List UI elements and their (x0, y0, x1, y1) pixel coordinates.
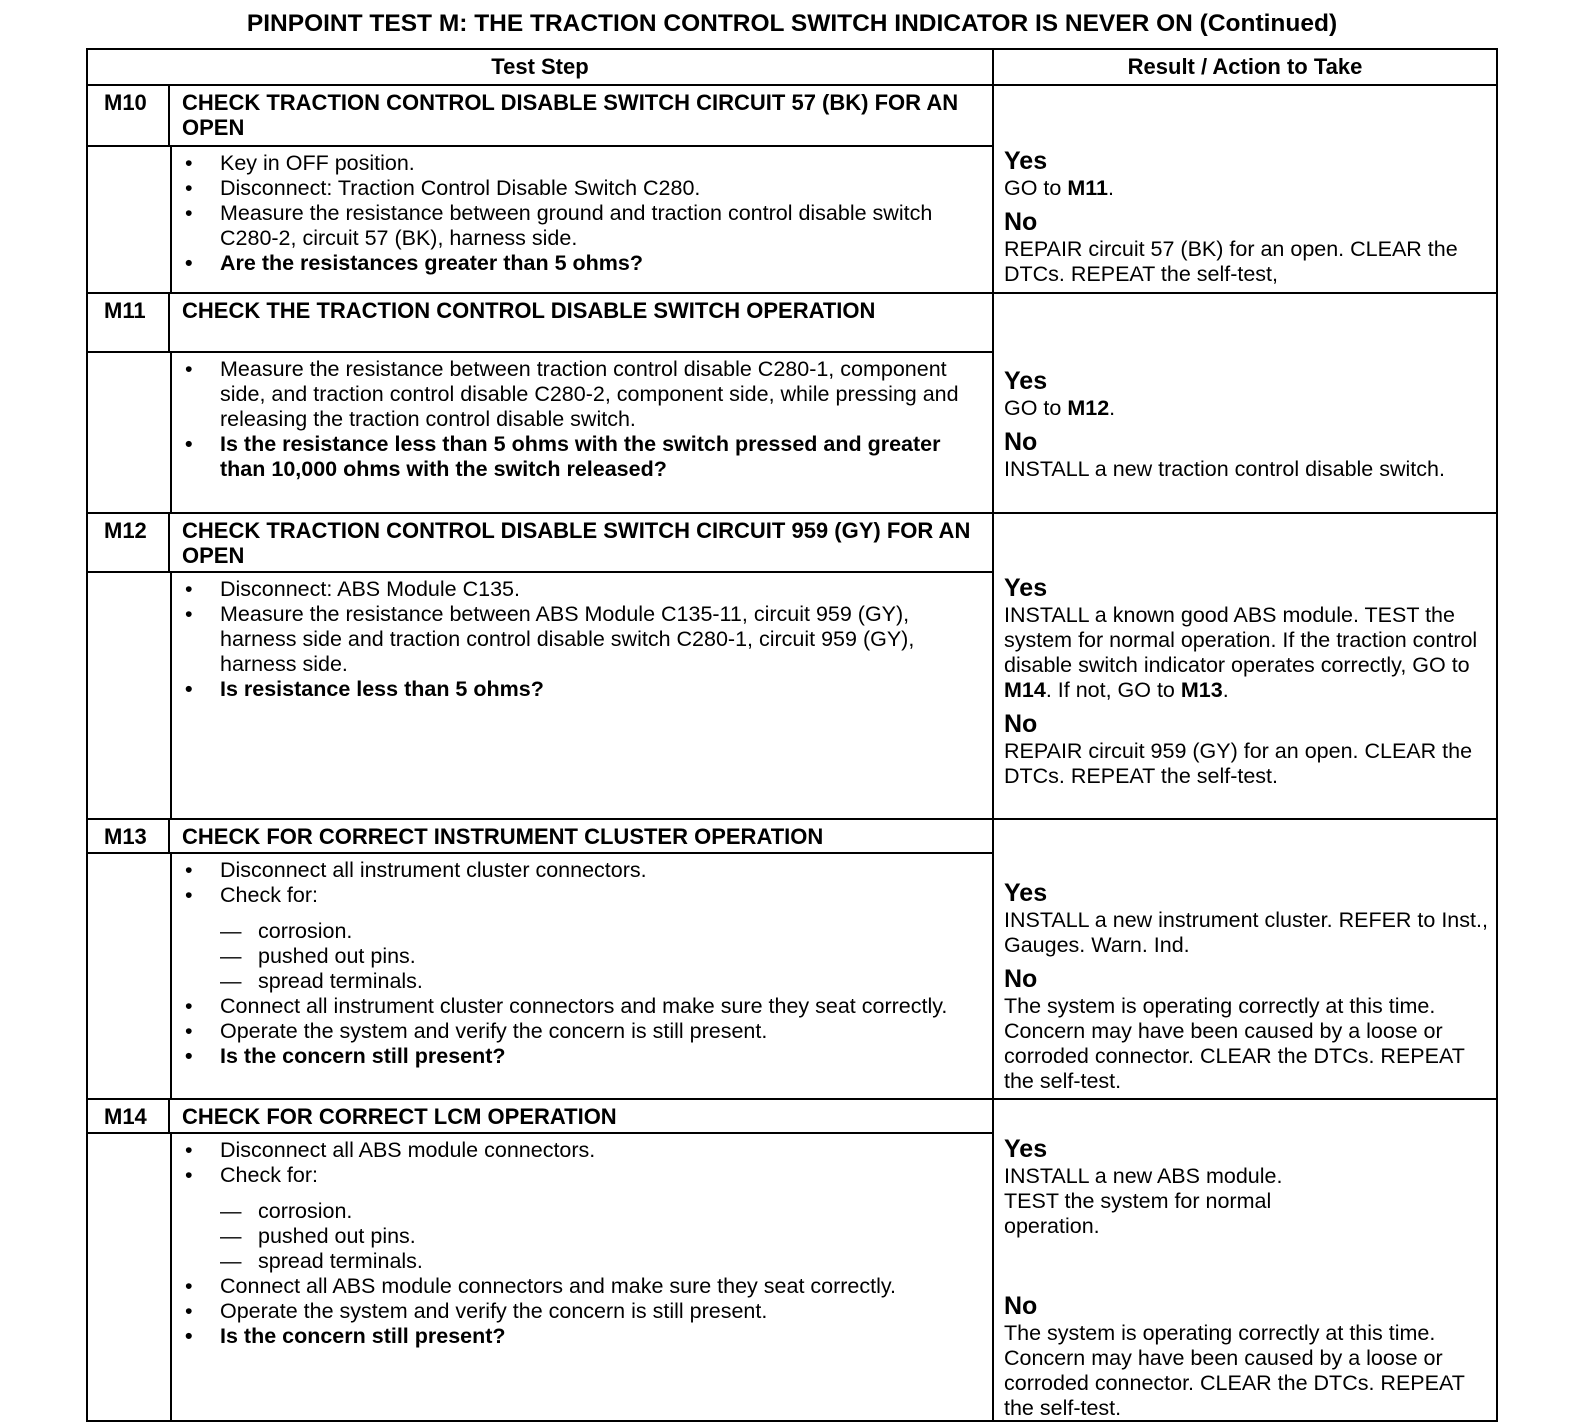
check-item: — corrosion. (182, 1199, 982, 1224)
step-id: M13 (88, 820, 170, 852)
step-question: • Is the concern still present? (182, 1324, 982, 1349)
yes-action: GO to M11. (1004, 176, 1114, 200)
check-item: — spread terminals. (182, 1249, 982, 1274)
yes-action: GO to M12. (1004, 396, 1116, 420)
step-question: • Is the concern still present? (182, 1044, 982, 1069)
yes-label: Yes (1004, 147, 1048, 175)
step-title: CHECK THE TRACTION CONTROL DISABLE SWITCH OPERATION (182, 298, 876, 323)
check-item: — corrosion. (182, 919, 982, 944)
step-result (994, 820, 1496, 1098)
check-item: — pushed out pins. (182, 944, 982, 969)
step-instructions (170, 353, 992, 512)
instruction-item: • Check for: (182, 883, 982, 908)
step-instructions (170, 1134, 992, 1420)
step-result (994, 86, 1496, 292)
step-link[interactable]: M12 (1067, 396, 1110, 420)
yes-label: Yes (1004, 1135, 1048, 1163)
step-title: CHECK TRACTION CONTROL DISABLE SWITCH CIRCUIT 57 (BK) FOR AN OPEN (182, 90, 959, 140)
step-row-m11 (88, 294, 1496, 512)
step-title: CHECK TRACTION CONTROL DISABLE SWITCH CIRCUIT 959 (GY) FOR AN OPEN (182, 518, 971, 568)
step-row-m12 (88, 514, 1496, 818)
step-result (994, 514, 1496, 818)
no-action: The system is operating correctly at this time. Concern may have been caused by a loose or corroded connector. CLEAR the DTCs. REPEAT the self-test. (1004, 994, 1465, 1093)
step-instructions (170, 573, 992, 818)
instruction-item: • Measure the resistance between ground and traction control disable switch C280-2, circuit 57 (BK), harness side. (182, 201, 982, 251)
instruction-item: • Measure the resistance between ABS Module C135-11, circuit 959 (GY), harness side and traction control disable switch C280-1, circuit 959 (GY), harness side. (182, 602, 982, 677)
step-result (994, 1100, 1496, 1420)
instruction-item: • Check for: (182, 1163, 982, 1188)
step-row-m14 (88, 1100, 1496, 1420)
instruction-item: • Connect all instrument cluster connectors and make sure they seat correctly. (182, 994, 982, 1019)
step-instructions (170, 147, 992, 292)
no-label: No (1004, 428, 1038, 456)
instruction-item: • Disconnect: Traction Control Disable Switch C280. (182, 176, 982, 201)
step-link[interactable]: M11 (1067, 176, 1108, 200)
step-link[interactable]: M14 (1004, 678, 1046, 702)
step-row-m10 (88, 86, 1496, 292)
yes-action: INSTALL a new instrument cluster. REFER to Inst., Gauges. Warn. Ind. (1004, 908, 1488, 957)
instruction-item: • Operate the system and verify the concern is still present. (182, 1019, 982, 1044)
instruction-item: • Operate the system and verify the concern is still present. (182, 1299, 982, 1324)
no-action: The system is operating correctly at this time. Concern may have been caused by a loose or corroded connector. CLEAR the DTCs. REPEAT the self-test. (1004, 1321, 1465, 1420)
no-action: INSTALL a new traction control disable switch. (1004, 457, 1445, 481)
step-row-m13 (88, 820, 1496, 1098)
step-id: M11 (88, 294, 170, 351)
step-id: M14 (88, 1100, 170, 1132)
step-id: M10 (88, 86, 170, 145)
no-label: No (1004, 710, 1038, 738)
pinpoint-test-table (86, 48, 1498, 1422)
yes-action: INSTALL a new ABS module. TEST the system for normal operation. (1004, 1164, 1283, 1238)
instruction-item: • Key in OFF position. (182, 151, 982, 176)
check-item: — pushed out pins. (182, 1224, 982, 1249)
instruction-item: • Disconnect: ABS Module C135. (182, 577, 982, 602)
yes-label: Yes (1004, 367, 1048, 395)
no-label: No (1004, 208, 1038, 236)
step-result (994, 294, 1496, 512)
instruction-item: • Measure the resistance between traction control disable C280-1, component side, and traction control disable C280-2, component side, while pressing and releasing the traction control disable switch. (182, 357, 982, 432)
step-title: CHECK FOR CORRECT INSTRUMENT CLUSTER OPERATION (182, 824, 824, 849)
no-label: No (1004, 1292, 1038, 1320)
result-header: Result / Action to Take (994, 50, 1496, 86)
step-question: • Is resistance less than 5 ohms? (182, 677, 982, 702)
instruction-item: • Connect all ABS module connectors and make sure they seat correctly. (182, 1274, 982, 1299)
step-title: CHECK FOR CORRECT LCM OPERATION (182, 1104, 617, 1129)
instruction-item: • Disconnect all ABS module connectors. (182, 1138, 982, 1163)
yes-action: INSTALL a known good ABS module. TEST the system for normal operation. If the traction control disable switch indicator operates correctly, GO to M14. If not, GO to M13. (1004, 603, 1478, 702)
step-question: • Is the resistance less than 5 ohms with the switch pressed and greater than 10,000 ohms with the switch released? (182, 432, 982, 482)
step-question: • Are the resistances greater than 5 ohms? (182, 251, 982, 276)
step-instructions (170, 854, 992, 1098)
instruction-item: • Disconnect all instrument cluster connectors. (182, 858, 982, 883)
step-link[interactable]: M13 (1180, 678, 1223, 702)
no-action: REPAIR circuit 57 (BK) for an open. CLEAR the DTCs. REPEAT the self-test, (1004, 237, 1458, 286)
no-action: REPAIR circuit 959 (GY) for an open. CLEAR the DTCs. REPEAT the self-test. (1004, 739, 1473, 788)
no-label: No (1004, 965, 1038, 993)
yes-label: Yes (1004, 574, 1048, 602)
step-id: M12 (88, 514, 170, 571)
page-title: PINPOINT TEST M: THE TRACTION CONTROL SWITCH INDICATOR IS NEVER ON (Continued) (246, 10, 1338, 37)
test-step-header: Test Step (88, 50, 994, 86)
yes-label: Yes (1004, 879, 1048, 907)
check-item: — spread terminals. (182, 969, 982, 994)
